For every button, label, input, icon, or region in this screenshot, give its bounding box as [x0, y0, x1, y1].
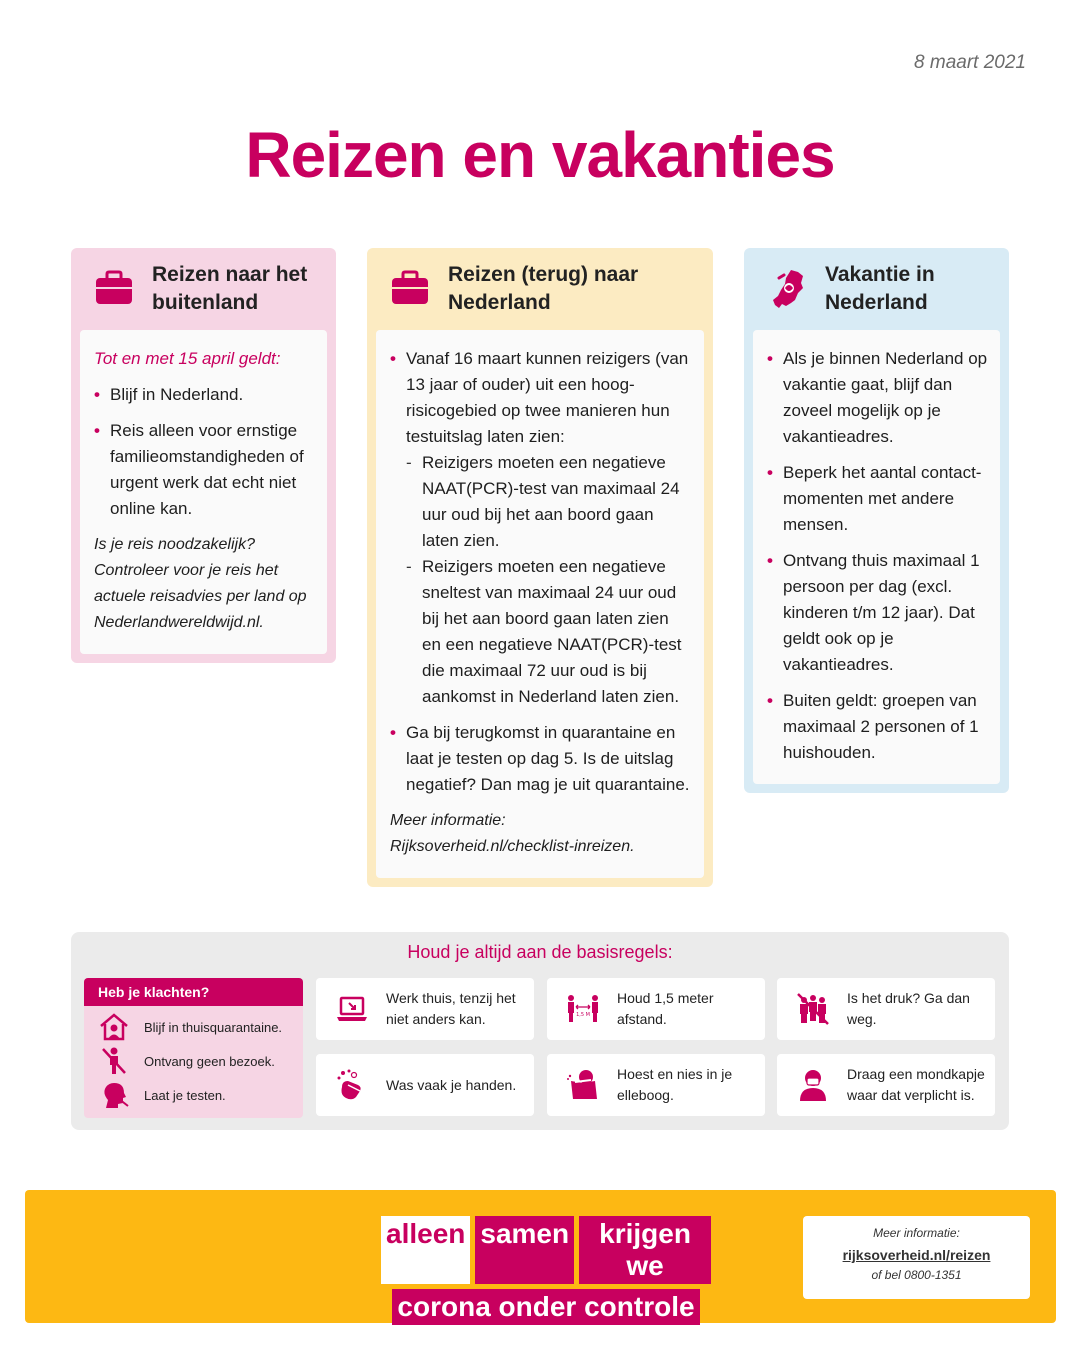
- suitcase-icon: [92, 267, 136, 311]
- complaint-item: [84, 1010, 303, 1044]
- distance-icon: [565, 991, 601, 1027]
- abroad-list: [94, 382, 315, 522]
- complaint-label: Ontvang geen bezoek.: [144, 1053, 275, 1069]
- netherlands-map-icon: [765, 267, 809, 311]
- list-item: • Blijf in Nederland.: [94, 382, 315, 408]
- list-item: • Vanaf 16 maart kunnen reizigers (van 13 jaar of ouder) uit een hoog-risicogebied op twee manieren hun testuitslag laten zien:: [390, 346, 692, 450]
- holiday-list: [767, 346, 988, 766]
- return-list: [390, 346, 692, 798]
- rule-card-wash-hands: [316, 1054, 534, 1116]
- suitcase-icon: [388, 267, 432, 311]
- face-mask-icon: [795, 1067, 831, 1103]
- date-label: 8 maart 2021: [914, 52, 1026, 73]
- slogan-word: krijgen we: [579, 1216, 711, 1284]
- complaint-item: [84, 1078, 303, 1112]
- abroad-note: Is je reis noodzakelijk? Controleer voor je reis het actuele reisadvies per land op Nederlandwereldwijd.nl.: [94, 536, 307, 631]
- list-item: • Reis alleen voor ernstige familieomstandigheden of urgent werk dat echt niet online kan.: [94, 418, 315, 522]
- page-title: Reizen en vakanties: [245, 119, 835, 191]
- rule-label: Werk thuis, tenzij het niet anders kan.: [386, 990, 516, 1027]
- list-item: • Ga bij terugkomst in quarantaine en laat je testen op dag 5. Is de uitslag negatief? Dan mag je uit quarantaine.: [390, 720, 692, 798]
- more-info-label: Meer informatie:: [873, 1226, 960, 1240]
- list-item: • Buiten geldt: groepen van maximaal 2 personen of 1 huishouden.: [767, 688, 988, 766]
- slogan-word: alleen: [381, 1216, 470, 1284]
- test-swab-icon: [98, 1080, 130, 1110]
- complaint-item: [84, 1044, 303, 1078]
- complaint-label: Laat je testen.: [144, 1087, 226, 1103]
- distance-label: 1,5 M: [576, 1012, 590, 1018]
- complaints-heading: Heb je klachten?: [84, 978, 303, 1006]
- footer-banner: [25, 1190, 1056, 1323]
- basic-rules-panel: [71, 932, 1009, 1130]
- basic-rules-title: Houd je altijd aan de basisregels:: [407, 942, 673, 962]
- slogan: [381, 1216, 711, 1330]
- list-item: • Beperk het aantal contact-momenten met andere mensen.: [767, 460, 988, 538]
- rule-card-crowd: [777, 978, 995, 1040]
- list-subitem: - Reizigers moeten een negatieve sneltest van maximaal 24 uur oud bij het aan boord gaan laten zien en een negatieve NAAT(PCR)-test die maximaal 72 uur oud is bij aankomst in Nederland laten zien.: [390, 554, 692, 710]
- home-quarantine-icon: [98, 1012, 130, 1042]
- rule-label: Was vaak je handen.: [386, 1076, 517, 1093]
- list-subitem: - Reizigers moeten een negatieve NAAT(PCR)-test van maximaal 24 uur oud bij het aan boord gaan laten zien.: [390, 450, 692, 554]
- list-item: • Ontvang thuis maximaal 1 persoon per dag (excl. kinderen t/m 12 jaar). Dat geldt ook op je vakantieadres.: [767, 548, 988, 678]
- column-return-title: Reizen (terug) naar Nederland: [448, 263, 639, 314]
- slogan-word: samen: [475, 1216, 574, 1284]
- column-holiday-header: [753, 248, 1000, 330]
- rule-label: Is het druk? Ga dan weg.: [847, 990, 970, 1027]
- column-holiday: [744, 248, 1009, 793]
- column-abroad-title: Reizen naar het buitenland: [152, 263, 308, 314]
- rule-card-work-home: [316, 978, 534, 1040]
- cough-elbow-icon: [565, 1067, 601, 1103]
- rule-card-cough: [547, 1054, 765, 1116]
- laptop-icon: [334, 991, 370, 1027]
- column-abroad-header: [80, 248, 327, 330]
- column-abroad-body: [80, 330, 327, 654]
- complaints-box: [84, 978, 303, 1118]
- rule-card-distance: [547, 978, 765, 1040]
- column-return: [367, 248, 713, 887]
- slogan-word: corona onder controle: [392, 1289, 699, 1325]
- abroad-intro: Tot en met 15 april geldt:: [94, 349, 281, 368]
- crowd-icon: [795, 991, 831, 1027]
- rule-card-mask: [777, 1054, 995, 1116]
- column-holiday-title: Vakantie in Nederland: [825, 263, 935, 314]
- list-item: • Als je binnen Nederland op vakantie gaat, blijf dan zoveel mogelijk op je vakantieadres.: [767, 346, 988, 450]
- rule-label: Hoest en nies in je elleboog.: [617, 1066, 733, 1103]
- phone-label: of bel 0800-1351: [871, 1268, 962, 1282]
- column-return-header: [376, 248, 704, 330]
- no-visitors-icon: [98, 1046, 130, 1076]
- column-return-body: [376, 330, 704, 878]
- more-info-box: [803, 1216, 1030, 1299]
- complaint-label: Blijf in thuisquarantaine.: [144, 1019, 283, 1035]
- rule-label: Houd 1,5 meter afstand.: [617, 990, 714, 1027]
- rule-label: Draag een mondkapje waar dat verplicht is.: [847, 1066, 985, 1103]
- wash-hands-icon: [334, 1067, 370, 1103]
- column-holiday-body: [753, 330, 1000, 784]
- column-abroad: [71, 248, 336, 663]
- more-info-link[interactable]: rijksoverheid.nl/reizen: [842, 1247, 991, 1263]
- return-note: Meer informatie: Rijksoverheid.nl/checklist-inreizen.: [390, 812, 635, 855]
